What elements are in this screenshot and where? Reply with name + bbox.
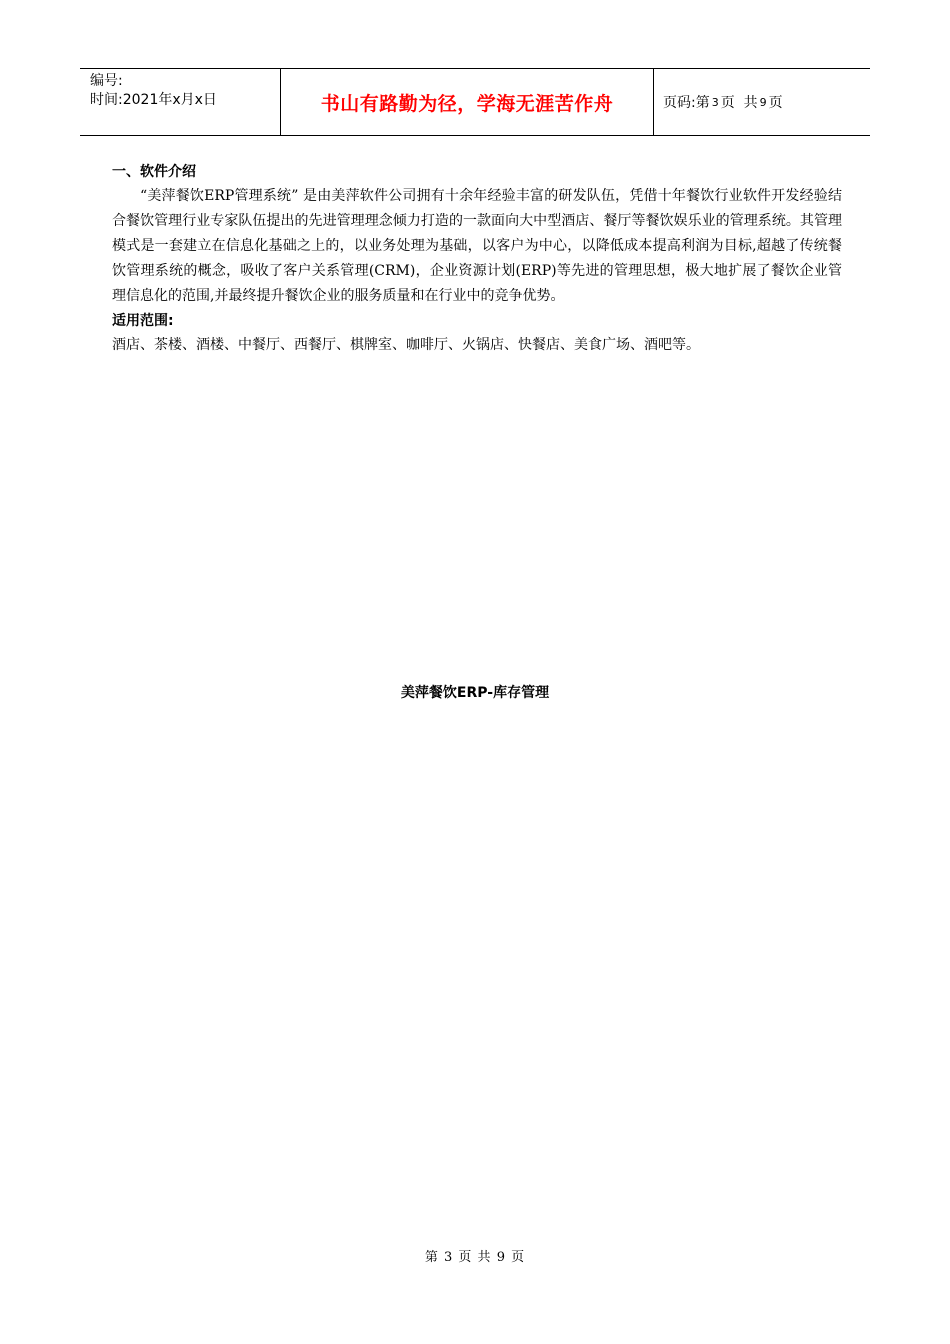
header-page-info: [654, 69, 870, 135]
time-label: 时间:2021年x月x日: [90, 92, 217, 108]
page-header: [80, 68, 870, 136]
intro-heading: 一、软件介绍: [112, 164, 196, 180]
page-mid: 页 共: [720, 95, 758, 111]
page-total: 9: [759, 95, 767, 109]
scope-text: 酒店、茶楼、酒楼、中餐厅、西餐厅、棋牌室、咖啡厅、火锅店、快餐店、美食广场、酒吧等。: [112, 337, 700, 353]
scope-heading: 适用范围:: [112, 313, 174, 329]
header-motto: 书山有路勤为径，学海无涯苦作舟: [281, 69, 654, 135]
page-current: 3: [711, 95, 719, 109]
code-label: 编号:: [90, 73, 123, 89]
header-meta: [80, 69, 281, 135]
page-prefix: 页码:第: [663, 95, 710, 111]
document-body: [112, 160, 842, 358]
page-suffix: 页: [768, 95, 783, 111]
figure-caption: 美萍餐饮ERP-库存管理: [400, 685, 550, 701]
page-footer: 第 3 页 共 9 页: [424, 1250, 526, 1265]
intro-paragraph: “美萍餐饮ERP管理系统” 是由美萍软件公司拥有十余年经验丰富的研发队伍，凭借十年餐饮行业软件开发经验结合餐饮管理行业专家队伍提出的先进管理理念倾力打造的一款面向大中型酒店、餐厅等餐饮娱乐业的管理系统。其管理模式是一套建立在信息化基础之上的，以业务处理为基础，以客户为中心，以降低成本提高利润为目标,超越了传统餐饮管理系统的概念，吸收了客户关系管理(CRM)，企业资源计划(ERP)等先进的管理思想，极大地扩展了餐饮企业管理信息化的范围,并最终提升餐饮企业的服务质量和在行业中的竞争优势。: [112, 188, 842, 304]
